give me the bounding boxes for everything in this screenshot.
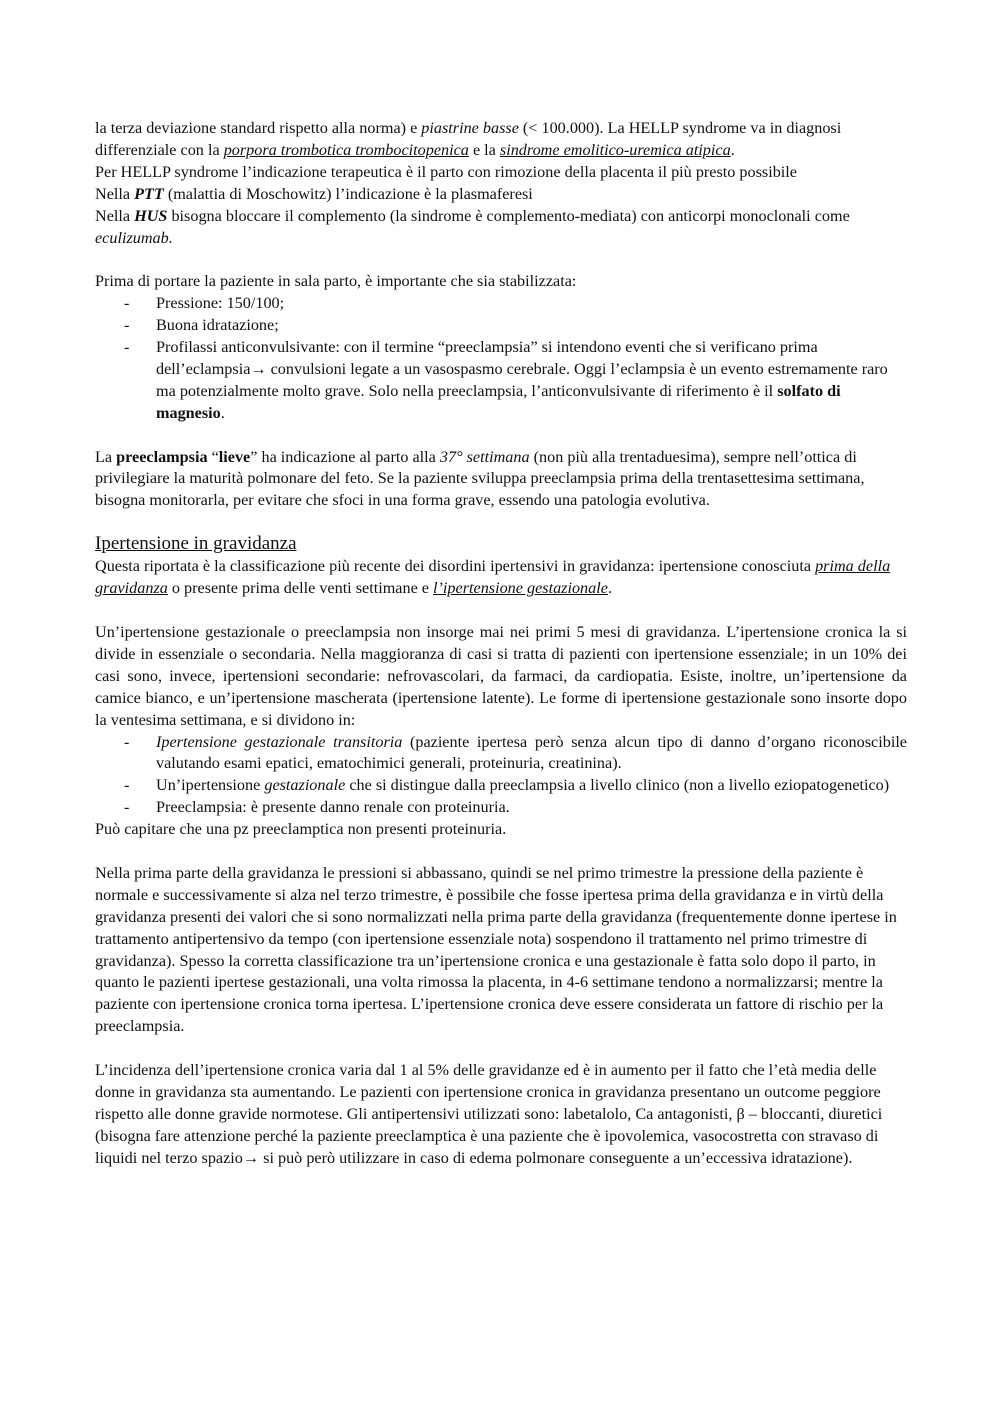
paragraph-ptt: Nella PTT (malattia di Moschowitz) l’indicazione è la plasmaferesi (95, 184, 533, 203)
list-item-preeclampsia: - Preeclampsia: è presente danno renale con proteinuria. (95, 797, 907, 819)
ptt-abbrev: PTT (134, 184, 164, 203)
paragraph-pressure-course: Nella prima parte della gravidanza le pressioni si abbassano, quindi se nel primo trimestre la pressione della paziente è normale e successivamente si alza nel terzo trimestre, è possibile che fosse ipertesa prima della gravidanza e in virtù della gravidanza presenti dei valori che si sono normalizzati nella prima parte della gravidanza (frequentemente donne ipertese in trattamento antipertensivo da tempo (con ipertensione essenziale nota) sospendono il trattamento nel primo trimestre di gravidanza). Spesso la corretta classificazione tra un’ipertensione cronica e una gestazionale è fatta solo dopo il parto, in quanto le pazienti ipertese gestazionali, una volta rimossa la placenta, in 4-6 settimane tendono a normalizzarsi; mentre la paziente con ipertensione cronica torna ipertesa. L’ipertensione cronica deve essere considerata un fattore di rischio per la preeclampsia. (95, 863, 897, 1036)
paragraph-classification: Questa riportata è la classificazione più recente dei disordini ipertensivi in gravidanza: ipertensione conosciuta prima della gravidanza o presente prima delle venti settimane e l’ipertensione gestazionale. (95, 557, 891, 598)
arrow-right-icon: → (250, 359, 267, 378)
sea-term: sindrome emolitico-uremica atipica (499, 140, 731, 159)
section-heading: Ipertensione in gravidanza (95, 533, 297, 555)
paragraph-hus: Nella HUS bisogna bloccare il complemento (la sindrome è complemento-mediata) con anticorpi monoclonali come eculizumab. (95, 206, 850, 247)
paragraph-hellp-diagnosis: la terza deviazione standard rispetto alla norma) e piastrine basse (< 100.000). La HELLP syndrome va in diagnosi differenziale con la porpora trombotica trombocitopenica e la sindrome emolitico-uremica atipica. (95, 119, 842, 159)
eculizumab-term: eculizumab. (95, 228, 173, 247)
paragraph-proteinuria-note: Può capitare che una pz preeclamptica non presenti proteinuria. (95, 820, 507, 839)
paragraph-mild-preeclampsia: La preeclampsia “lieve” ha indicazione al parto alla 37° settimana (non più alla trentaduesima), sempre nell’ottica di privilegiare la maturità polmonare del feto. Se la paziente sviluppa preeclampsia prima della trentasettesima settimana, bisogna monitorarla, per evitare che sfoci in una forma grave, essendo una patologia evolutiva. (95, 447, 865, 510)
piastrine-basse-term: piastrine basse (421, 119, 519, 137)
paragraph-stabilization: Prima di portare la paziente in sala parto, è importante che sia stabilizzata: (95, 272, 577, 291)
gestational-forms-list (95, 732, 907, 820)
paragraph-incidence: L’incidenza dell’ipertensione cronica varia dal 1 al 5% delle gravidanze ed è in aumento per il fatto che l’età media delle donne in gravidanza sta aumentando. Le pazienti con ipertensione cronica in gravidanza presentano un outcome peggiore rispetto alle donne gravide normotese. Gli antipertensivi utilizzati sono: labetalolo, Ca antagonisti, β – bloccanti, diuretici (bisogna fare attenzione perché la paziente preeclamptica è una paziente che è ipovolemica, vasocostretta con stravaso di liquidi nel terzo spazio→ si può però utilizzare in caso di edema polmonare conseguente a un’eccessiva idratazione). (95, 1061, 883, 1167)
stabilization-list (95, 293, 907, 424)
list-item-gestational: - Un’ipertensione gestazionale che si distingue dalla preeclampsia a livello clinico (non a livello eziopatogenetico) (95, 775, 907, 797)
ptt-term: porpora trombotica trombocitopenica (223, 140, 469, 159)
list-item-anticonvulsant: - Profilassi anticonvulsivante: con il termine “preeclampsia” si intendono eventi che si verificano prima dell’eclampsia→ convulsioni legate a un vasospasmo cerebrale. Oggi l’eclampsia è un evento estremamente raro ma potenzialmente molto grave. Solo nella preeclampsia, l’anticonvulsivante di riferimento è il solfato di magnesio. (95, 337, 907, 425)
arrow-right-icon: → (242, 1148, 260, 1167)
list-item-pressure: - Pressione: 150/100; (95, 293, 907, 315)
hus-abbrev: HUS (134, 206, 168, 225)
list-item-transient: - Ipertensione gestazionale transitoria (paziente ipertesa però senza alcun tipo di danno d’organo riconoscibile valutando esami epatici, ematochimici generali, proteinuria, creatinina). (95, 732, 907, 776)
list-item-hydration: - Buona idratazione; (95, 315, 907, 337)
magnesium-sulfate-term: solfato di magnesio (156, 381, 841, 422)
paragraph-chronic-hypertension: Un’ipertensione gestazionale o preeclampsia non insorge mai nei primi 5 mesi di gravidanza. L’ipertensione cronica la si divide in essenziale o secondaria. Nella maggioranza di casi si tratta di pazienti con ipertensione essenziale; in un 10% dei casi sono, invece, ipertensioni secondarie: nefrovascolari, da farmaci, da cardiopatia. Esiste, inoltre, un’ipertensione da camice bianco, e un’ipertensione mascherata (ipertensione latente). Le forme di ipertensione gestazionale sono insorte dopo la ventesima settimana, e si dividono in: (95, 622, 907, 729)
document-page (95, 118, 907, 1170)
paragraph-hellp-therapy: Per HELLP syndrome l’indicazione terapeutica è il parto con rimozione della placenta il più presto possibile (95, 162, 797, 181)
